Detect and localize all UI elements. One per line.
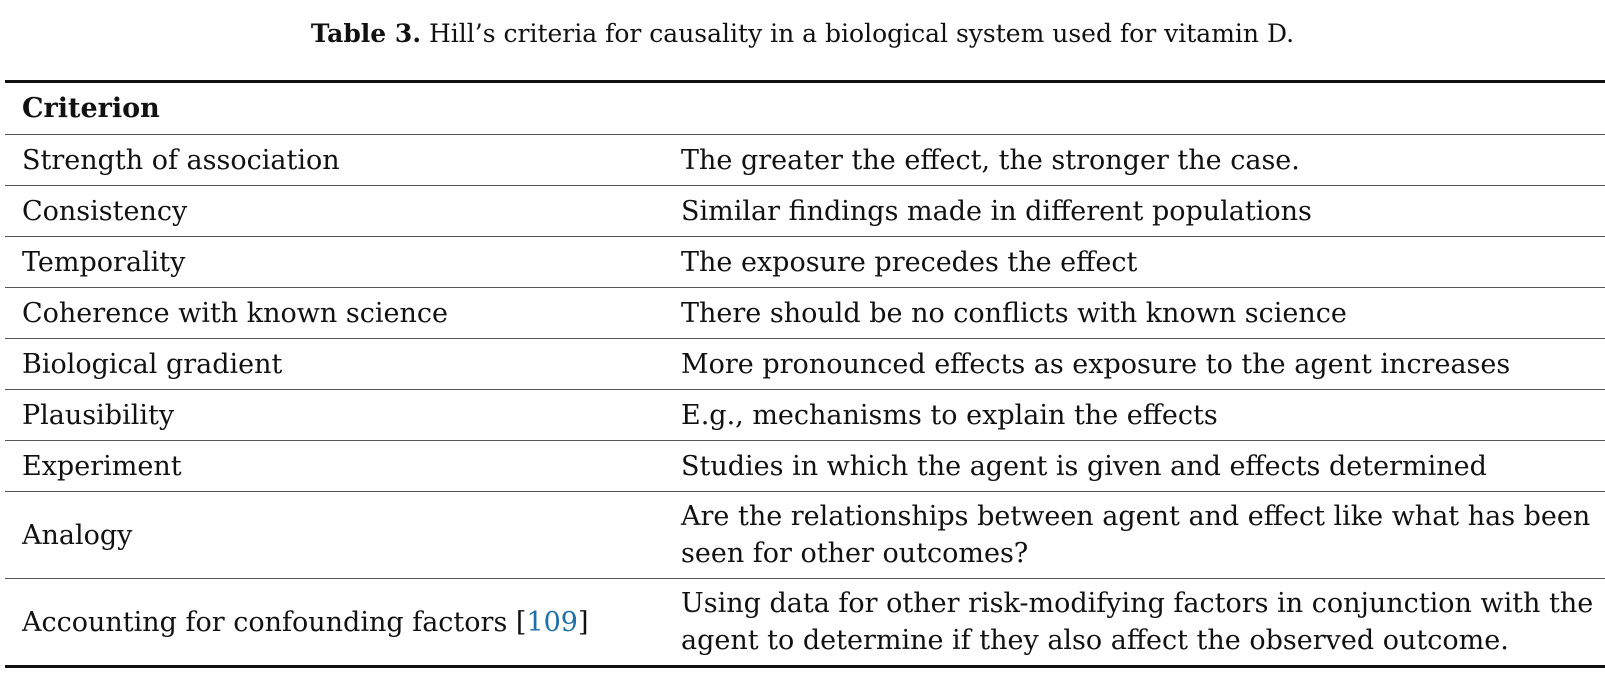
- table-row: [5, 236, 1605, 287]
- reference-bracket-close: ]: [578, 606, 589, 638]
- table-row: [5, 440, 1605, 491]
- criterion-cell: Biological gradient: [22, 348, 283, 380]
- table-row: [5, 389, 1605, 440]
- table-caption-text: Hill’s criteria for causality in a biological system used for vitamin D.: [428, 19, 1295, 48]
- table-row: [5, 338, 1605, 389]
- criteria-table: [5, 80, 1605, 668]
- reference-link[interactable]: 109: [526, 606, 578, 638]
- criterion-cell: Analogy: [22, 519, 133, 551]
- table-row: [5, 134, 1605, 185]
- table-label: Table 3.: [310, 19, 422, 48]
- description-cell: Are the relationships between agent and effect like what has been seen for other outcomes?: [681, 501, 1591, 569]
- table-row: [5, 491, 1605, 578]
- criterion-cell: Coherence with known science: [22, 297, 448, 329]
- description-cell: Studies in which the agent is given and effects determined: [681, 450, 1487, 482]
- criterion-cell: Temporality: [22, 246, 186, 278]
- header-criterion: Criterion: [22, 93, 160, 124]
- criterion-cell: Plausibility: [22, 399, 175, 431]
- description-cell: E.g., mechanisms to explain the effects: [681, 399, 1218, 431]
- criterion-cell: Consistency: [22, 195, 188, 227]
- table-row: [5, 185, 1605, 236]
- description-cell: More pronounced effects as exposure to the agent increases: [681, 348, 1511, 380]
- description-cell: There should be no conflicts with known science: [681, 297, 1347, 329]
- table-caption: [0, 18, 1605, 50]
- header-description: [681, 83, 1605, 134]
- description-cell: The exposure precedes the effect: [681, 246, 1138, 278]
- description-cell: The greater the effect, the stronger the case.: [681, 144, 1300, 176]
- table-header-row: [5, 83, 1605, 134]
- criterion-cell: Strength of association: [22, 144, 340, 176]
- criterion-text: Accounting for confounding factors: [22, 606, 508, 638]
- table-row: [5, 578, 1605, 665]
- reference-bracket-open: [: [515, 606, 527, 638]
- description-cell: Using data for other risk-modifying factors in conjunction with the agent to determine if they also affect the observed outcome.: [681, 588, 1594, 656]
- criterion-cell: Experiment: [22, 450, 182, 482]
- table-row: [5, 287, 1605, 338]
- criterion-cell: [5, 579, 681, 665]
- description-cell: Similar findings made in different populations: [681, 195, 1312, 227]
